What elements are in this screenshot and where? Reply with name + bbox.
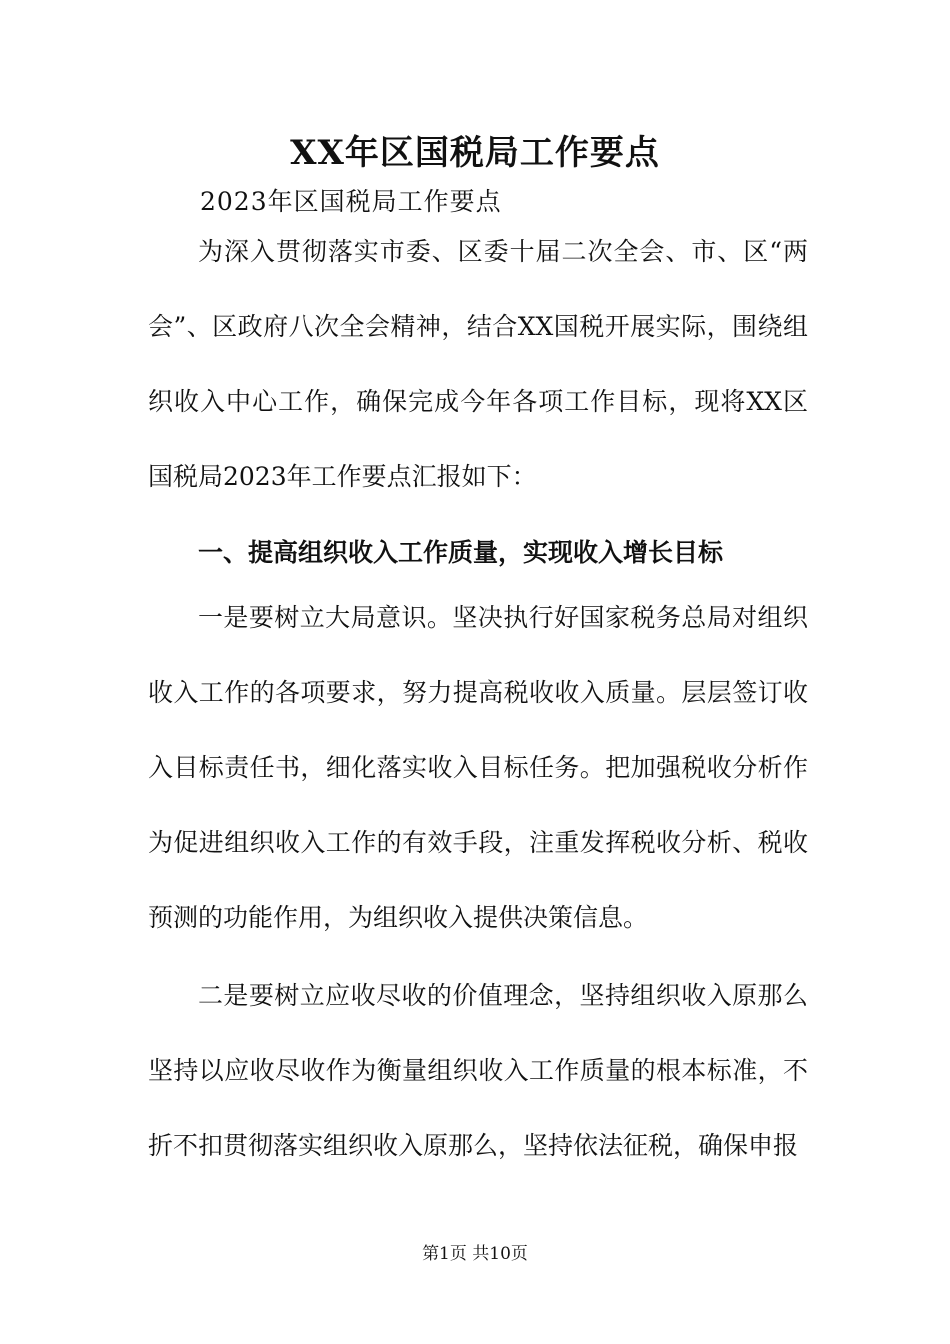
page-number-footer: 第1页 共10页 bbox=[422, 1244, 528, 1264]
body-paragraph-2: 二是要树立应收尽收的价值理念，坚持组织收入原那么坚持以应收尽收作为衡量组织收入工作质量的根本标准，不折不扣贯彻落实组织收入原那么，坚持依法征税，确保申报 bbox=[148, 981, 808, 1160]
section-heading: 一、提高组织收入工作质量，实现收入增长目标 bbox=[198, 538, 724, 567]
intro-paragraph: 为深入贯彻落实市委、区委十届二次全会、市、区“两会”、区政府八次全会精神，结合XX国税开展实际，围绕组织收入中心工作，确保完成今年各项工作目标，现将XX区国税局2023年工作要点汇报如下： bbox=[148, 237, 808, 491]
document-subtitle: 2023年区国税局工作要点 bbox=[200, 187, 502, 216]
body-paragraph-1: 一是要树立大局意识。坚决执行好国家税务总局对组织收入工作的各项要求，努力提高税收收入质量。层层签订收入目标责任书，细化落实收入目标任务。把加强税收分析作为促进组织收入工作的有效手段，注重发挥税收分析、税收预测的功能作用，为组织收入提供决策信息。 bbox=[148, 603, 808, 932]
document-title: XX年区国税局工作要点 bbox=[290, 133, 660, 173]
